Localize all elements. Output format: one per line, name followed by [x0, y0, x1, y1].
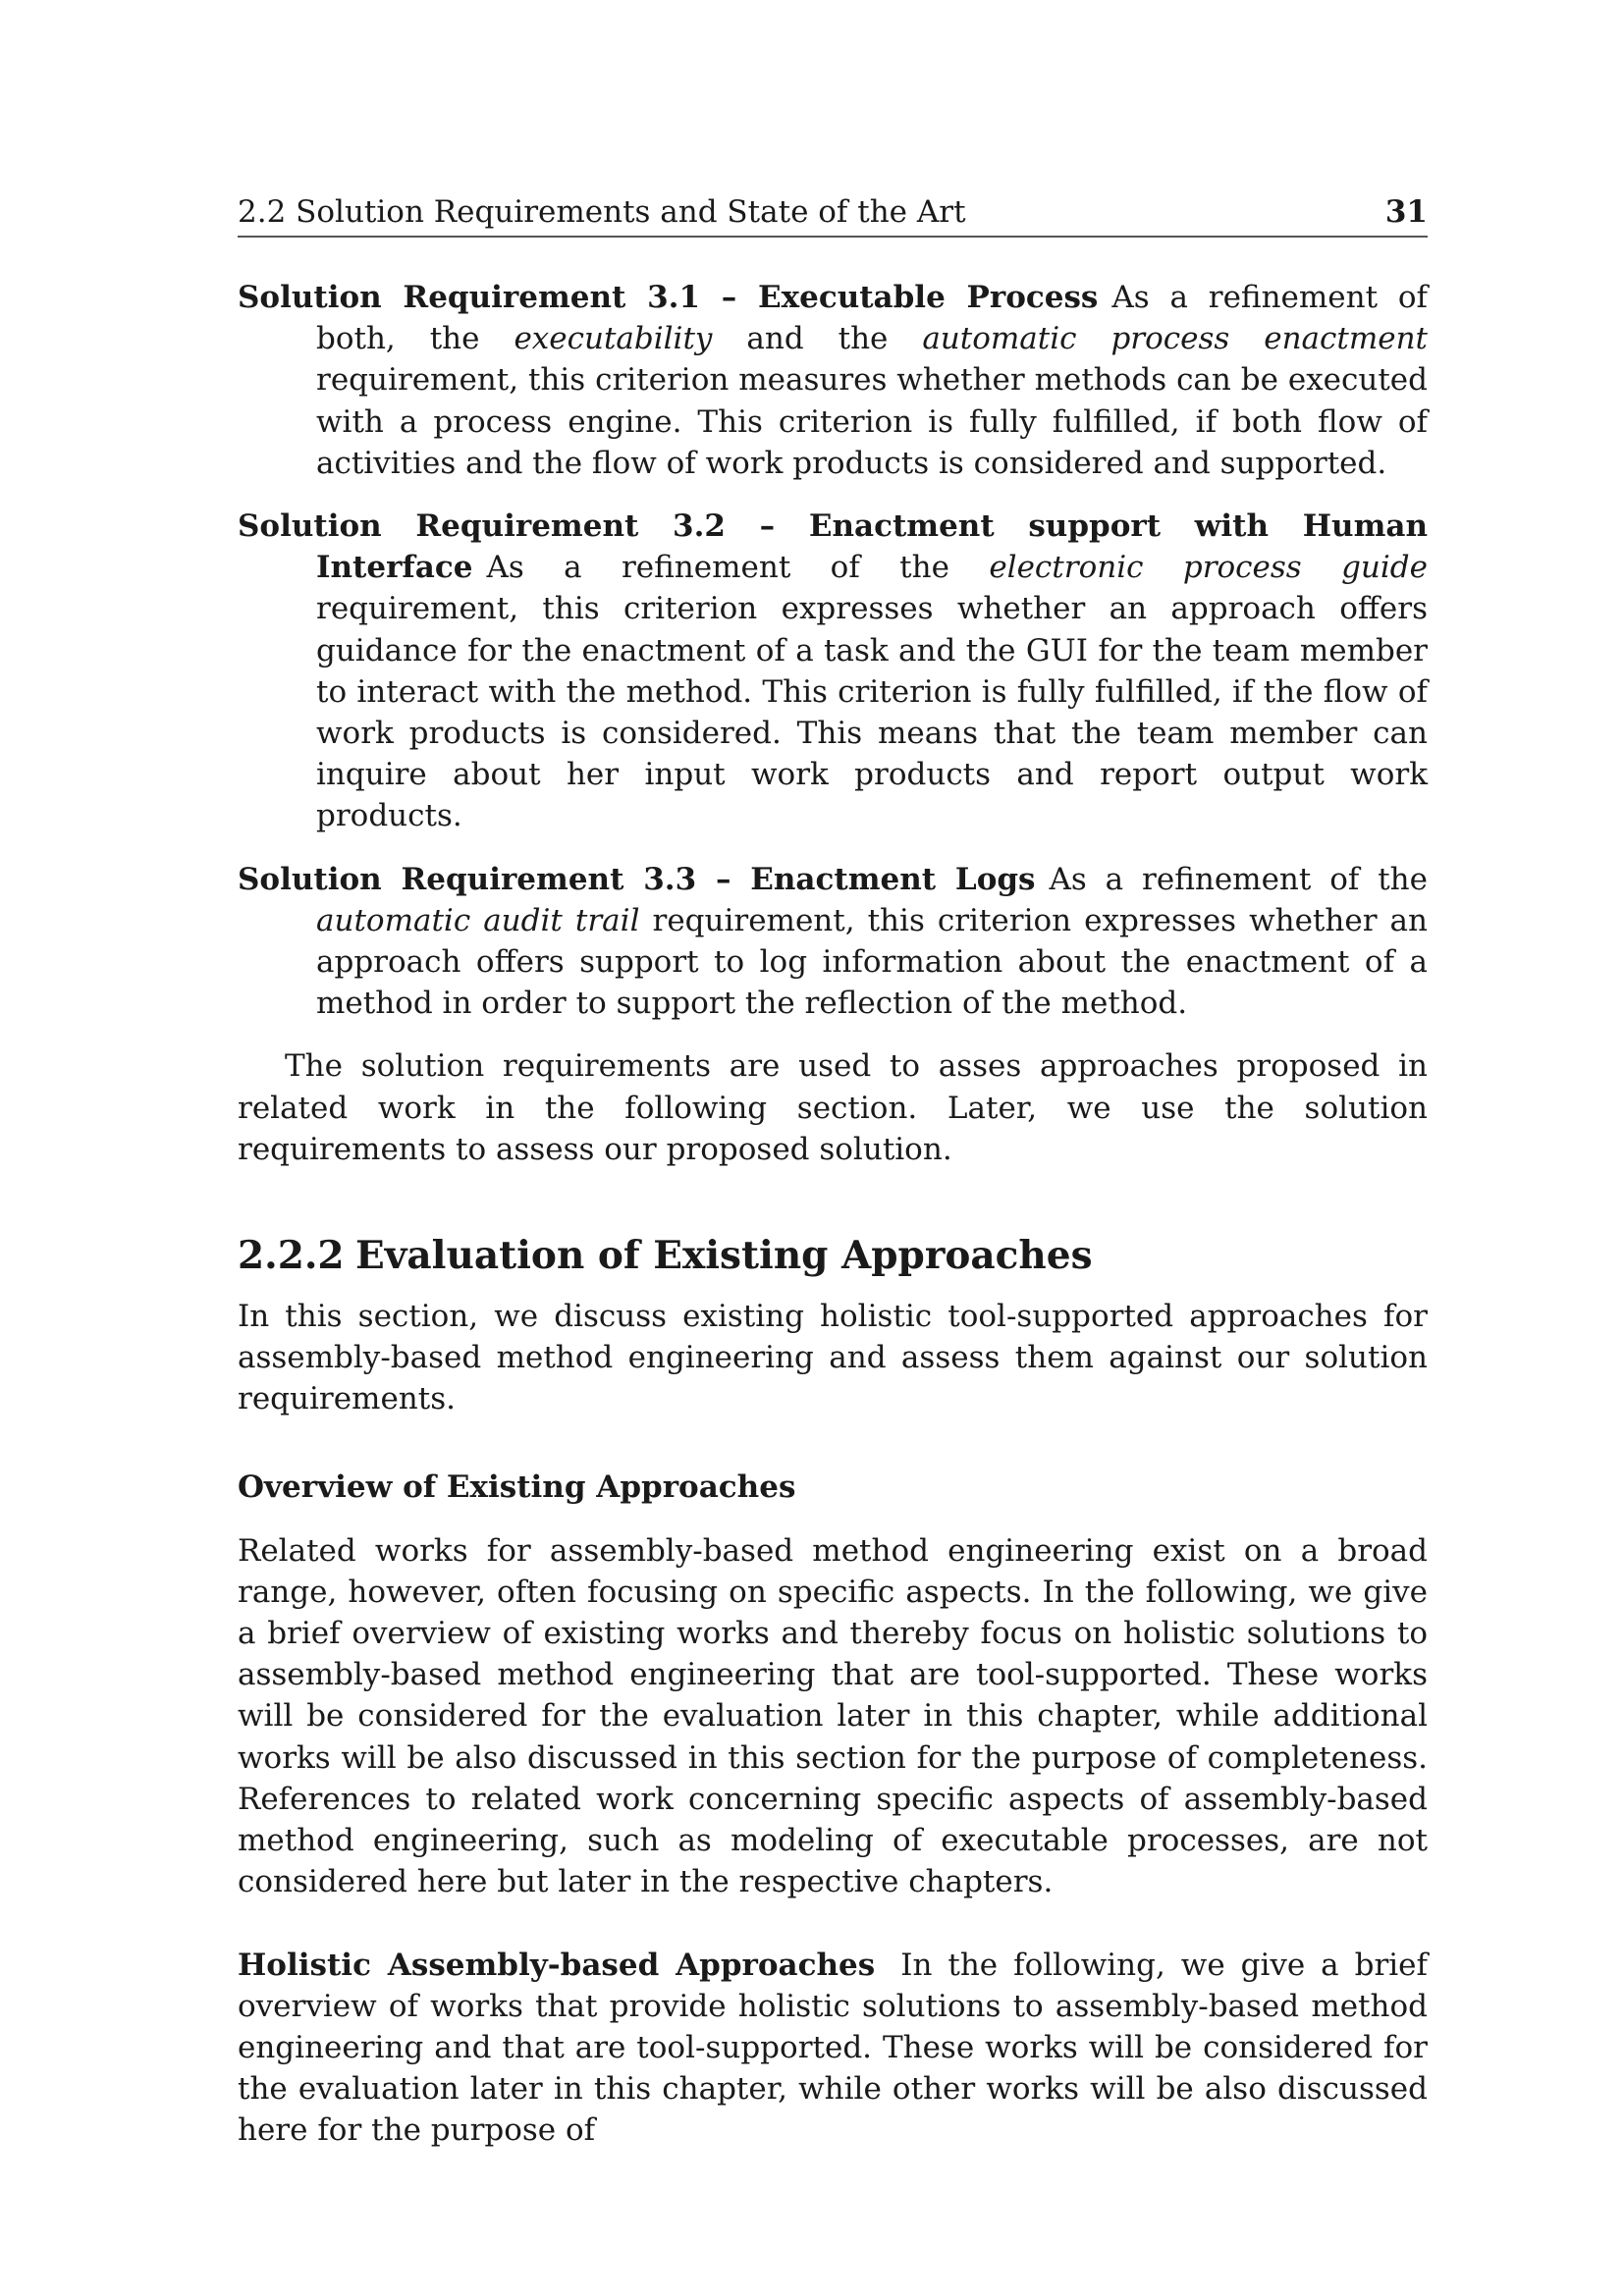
- running-head: [238, 192, 1428, 238]
- requirement-title: Solution Requirement 3.1 – Executable Process: [238, 280, 1099, 315]
- section-title: Evaluation of Existing Approaches: [355, 1233, 1093, 1279]
- overview-paragraph: Related works for assembly-based method engineering exist on a broad range, however, often focusing on specific aspects. In the following, we give a brief overview of existing works and thereby focus on holistic solutions to assembly-based method engineering that are tool-supported. These works will be considered for the evaluation later in this chapter, while additional works will be also discussed in this section for the purpose of completeness. References to related work concerning specific aspects of assembly-based method engineering, such as modeling of executable processes, are not considered here but later in the respective chapters.: [238, 1532, 1428, 1900]
- requirement-3-1: [238, 277, 1428, 484]
- requirement-title: Solution Requirement 3.3 – Enactment Logs: [238, 861, 1036, 897]
- requirement-text: As a refinement of the: [486, 550, 990, 586]
- requirement-emphasis: executability: [514, 321, 713, 357]
- requirement-3-2: [238, 506, 1428, 837]
- page: [238, 192, 1428, 2152]
- requirement-text: requirement, this criterion expresses whether an approach offers guidance for the enactment of a task and the GUI for the team member to interact with the method. This criterion is fully fulfilled, if the flow of work products is considered. This means that the team member can inquire about her input work products and report output work products.: [316, 591, 1428, 834]
- section-intro: In this section, we discuss existing holistic tool-supported approaches for assembly-based method engineering and assess them against our solution requirements.: [238, 1299, 1428, 1417]
- requirement-emphasis: automatic process enactment: [922, 321, 1429, 357]
- requirements-list: [238, 277, 1428, 1170]
- running-head-section: 2.2 Solution Requirements and State of the Art: [238, 194, 966, 230]
- requirement-text: requirement, this criterion measures whether methods can be executed with a process engine. This criterion is fully fulfilled, if both flow of activities and the flow of work products is considered and supported.: [316, 362, 1428, 481]
- holistic-paragraph: [238, 1945, 1428, 2152]
- page-number: 31: [1384, 194, 1428, 230]
- runin-heading: Holistic Assembly-based Approaches: [238, 1947, 876, 1983]
- requirement-emphasis: automatic audit trail: [316, 902, 640, 938]
- requirement-3-3: [238, 859, 1428, 1025]
- holistic-text: In the following, we give a brief overview of works that provide holistic solutions to assembly-based method engineering and that are tool-supported. These works will be considered for the evaluation later in this chapter, while other works will be also discussed here for the purpose of: [238, 1947, 1428, 2149]
- section-number: 2.2.2: [238, 1233, 345, 1279]
- section-heading: [238, 1233, 1428, 1278]
- requirement-text: As a refinement of both, the: [316, 280, 1428, 357]
- requirement-text: requirement, this criterion expresses whether an approach offers support to log information about the enactment of a method in order to support the reflection of the method.: [316, 902, 1428, 1022]
- requirement-title: Solution Requirement 3.2 – Enactment support with Human Interface: [238, 508, 1428, 586]
- requirement-emphasis: electronic process guide: [989, 550, 1428, 586]
- closing-paragraph: The solution requirements are used to asses approaches proposed in related work in the following section. Later, we use the solution requirements to assess our proposed solution.: [238, 1048, 1428, 1167]
- requirement-text: and the: [712, 321, 923, 357]
- subsection-heading: Overview of Existing Approaches: [238, 1468, 796, 1505]
- requirement-text: As a refinement of the: [1049, 861, 1428, 897]
